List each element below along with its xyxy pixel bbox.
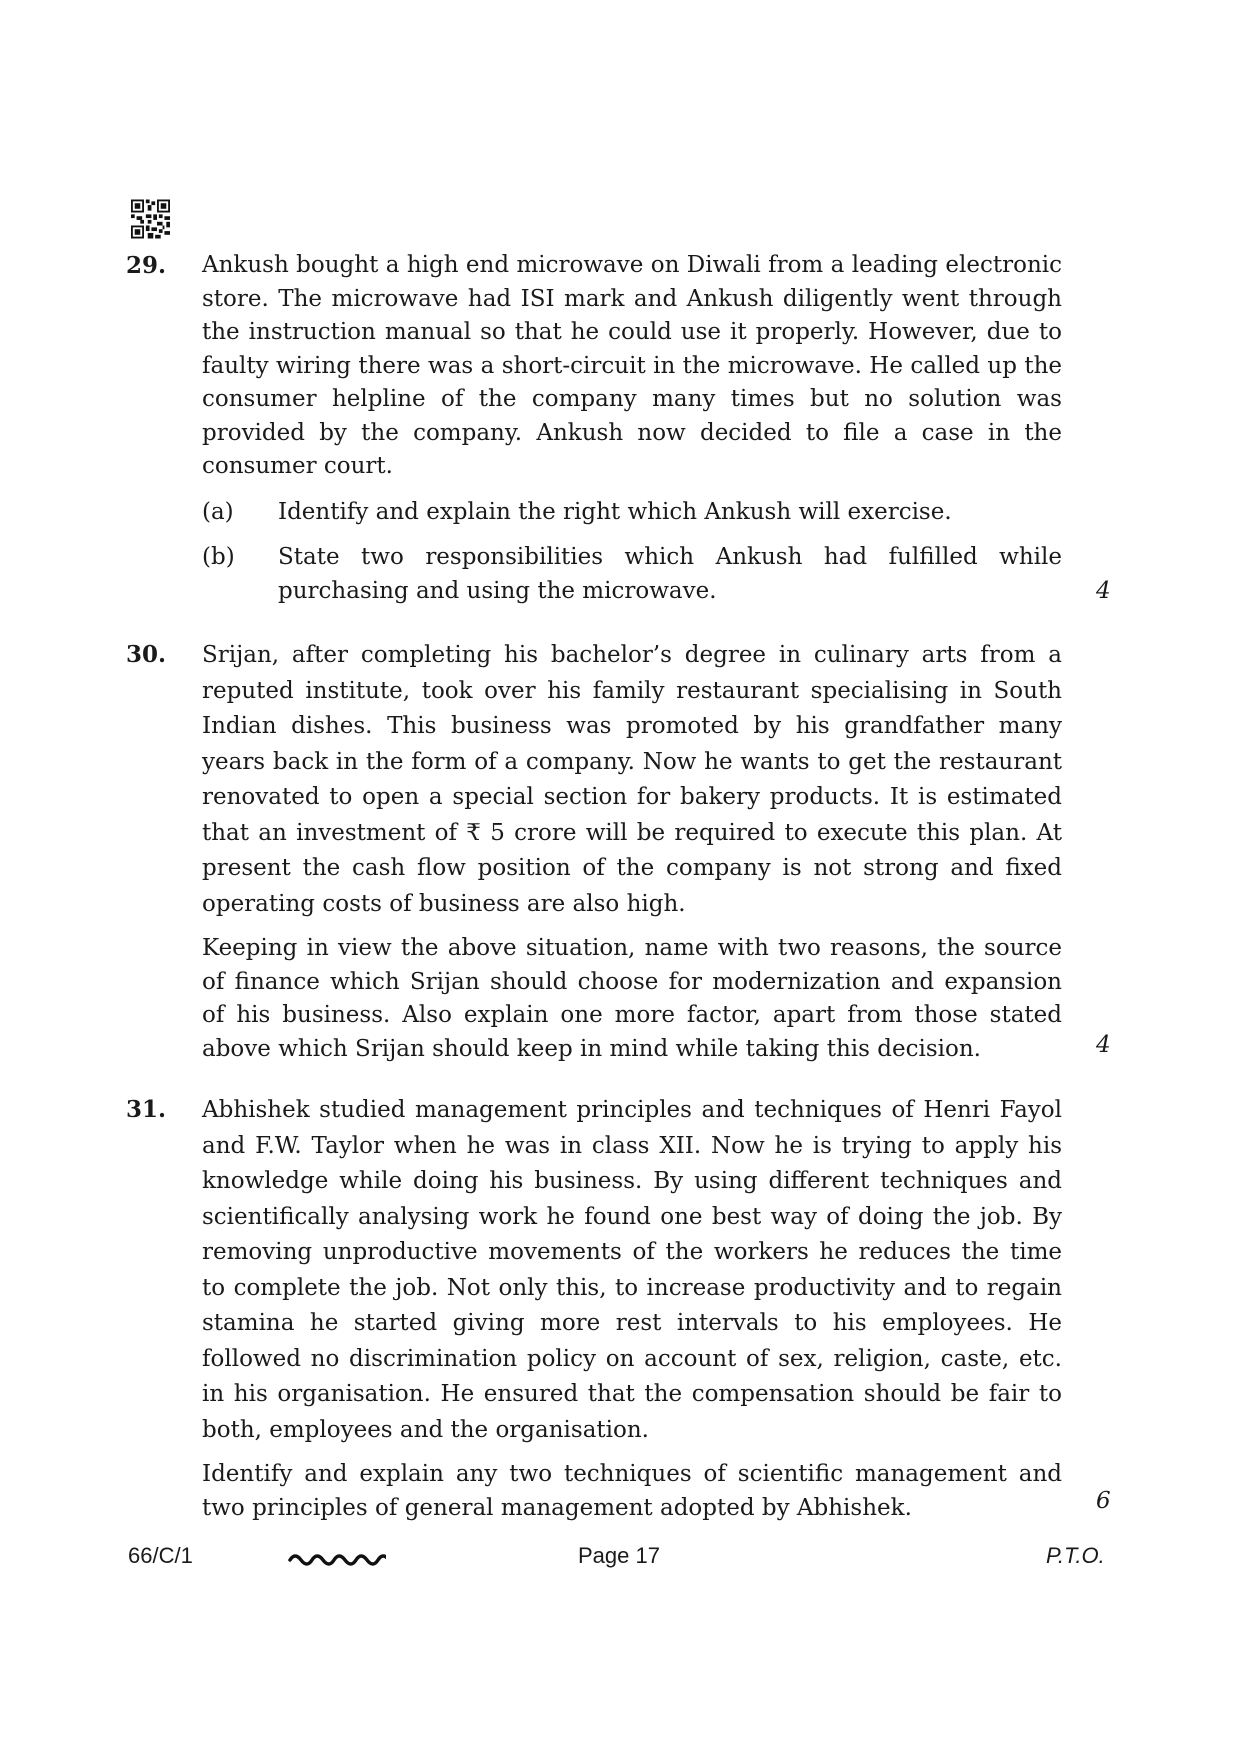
subpart-label: (b): [202, 544, 235, 570]
question-body: [202, 1093, 1062, 1525]
question-text: Abhishek studied management principles and techniques of Henri Fayol and F.W. Taylor when he was in class XII. Now he is trying to apply his knowledge while doing his business. By using different techniques and scientifically analysing work he found one best way of doing the job. By removing unproductive movements of the workers he reduces the time to complete the job. Not only this, to increase productivity and to regain stamina he started giving more rest intervals to his employees. He followed no discrimination policy on account of sex, religion, caste, etc. in his organisation. He ensured that the compensation should be fair to both, employees and the organisation.: [202, 1097, 1062, 1443]
question-body: [202, 249, 1062, 608]
pto-label: P.T.O.: [1046, 1543, 1105, 1568]
subpart-b: [202, 541, 1062, 608]
question-number: 30.: [126, 641, 167, 668]
subpart-text: State two responsibilities which Ankush had fulfilled while purchasing and using the microwave.: [278, 544, 1062, 604]
qr-code: [131, 199, 170, 239]
question-number: 29.: [126, 252, 167, 279]
question-instruction: Keeping in view the above situation, name with two reasons, the source of finance which Srijan should choose for modernization and expansion of his business. Also explain one more factor, apart from those stated above which Srijan should keep in mind while taking this decision.: [202, 935, 1062, 1062]
subpart-text: Identify and explain the right which Ankush will exercise.: [278, 498, 952, 525]
question-number: 31.: [126, 1096, 167, 1123]
subpart-label: (a): [202, 498, 234, 525]
question-instruction: Identify and explain any two techniques of scientific management and two principles of general management adopted by Abhishek.: [202, 1461, 1062, 1521]
tilde-ornament-icon: [288, 1549, 386, 1567]
marks-q29: 4: [1096, 578, 1111, 604]
question-text: Ankush bought a high end microwave on Diwali from a leading electronic store. The microwave had ISI mark and Ankush diligently went through the instruction manual so that he could use it properly. However, due to faulty wiring there was a short-circuit in the microwave. He called up the consumer helpline of the company many times but no solution was provided by the company. Ankush now decided to file a case in the consumer court.: [202, 252, 1062, 479]
paper-code: 66/C/1: [128, 1543, 193, 1568]
page-number: Page 17: [578, 1543, 660, 1568]
marks-q30: 4: [1096, 1032, 1111, 1058]
page-footer: [0, 1543, 1241, 1577]
marks-q31: 6: [1096, 1488, 1111, 1514]
question-text: Srijan, after completing his bachelor’s degree in culinary arts from a reputed institute, took over his family restaurant specialising in South Indian dishes. This business was promoted by his grandfather many years back in the form of a company. Now he wants to get the restaurant renovated to open a special section for bakery products. It is estimated that an investment of ₹ 5 crore will be required to execute this plan. At present the cash flow position of the company is not strong and fixed operating costs of business are also high.: [202, 642, 1062, 917]
question-body: [202, 638, 1062, 1066]
subpart-a: [202, 496, 1062, 530]
